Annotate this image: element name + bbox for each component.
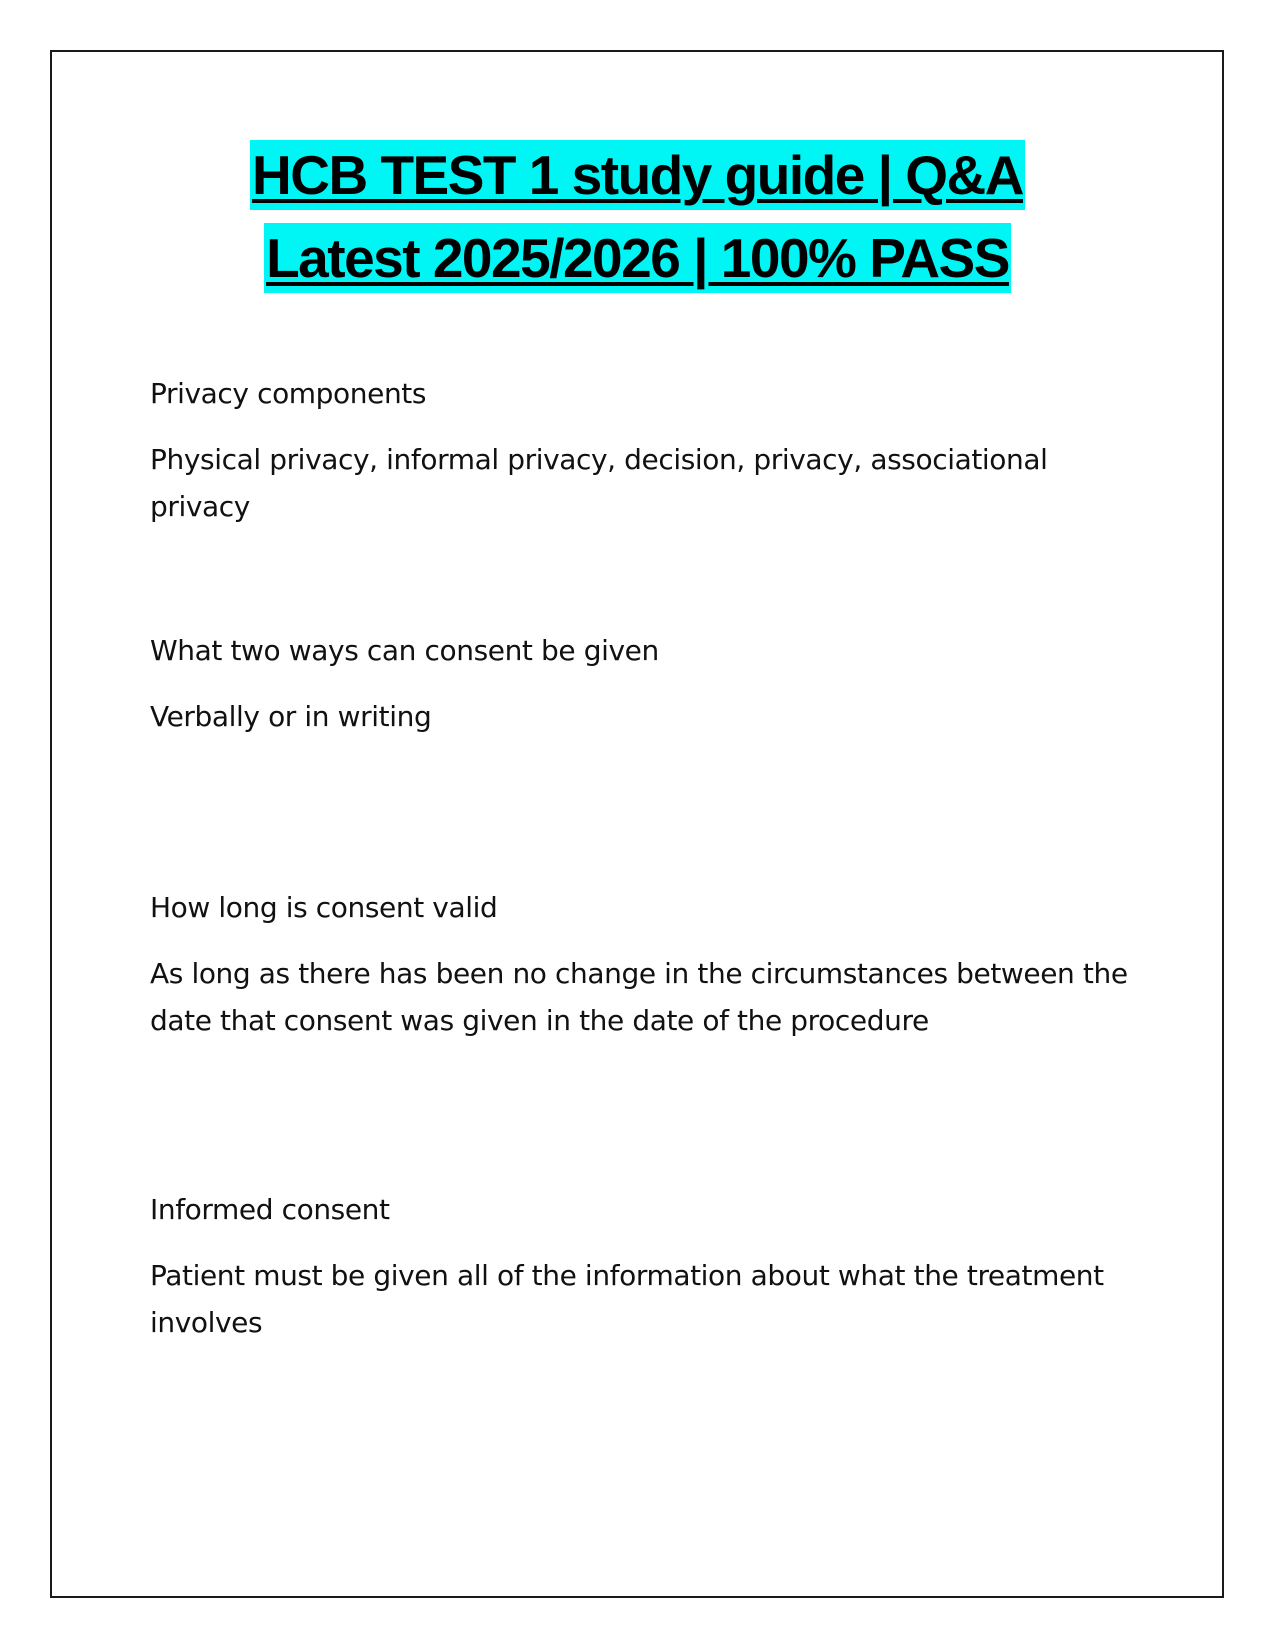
- answer-text: Patient must be given all of the information about what the treatment involves: [150, 1259, 1104, 1339]
- title-line-2: Latest 2025/2026 | 100% PASS: [264, 223, 1011, 293]
- question-text: Privacy components: [150, 377, 427, 410]
- qa-item: [150, 370, 1150, 530]
- document-title: [0, 140, 1275, 306]
- qa-item: [150, 884, 1150, 1044]
- question-text: Informed consent: [150, 1193, 390, 1226]
- answer-text: As long as there has been no change in the circumstances between the date that consent was given in the date of the procedure: [150, 957, 1128, 1037]
- question-text: What two ways can consent be given: [150, 634, 659, 667]
- question-text: How long is consent valid: [150, 891, 498, 924]
- answer-text: Verbally or in writing: [150, 700, 432, 733]
- title-line-1: HCB TEST 1 study guide | Q&A: [250, 140, 1025, 210]
- qa-item: [150, 1186, 1150, 1346]
- qa-item: [150, 627, 1150, 740]
- answer-text: Physical privacy, informal privacy, decision, privacy, associational privacy: [150, 443, 1048, 523]
